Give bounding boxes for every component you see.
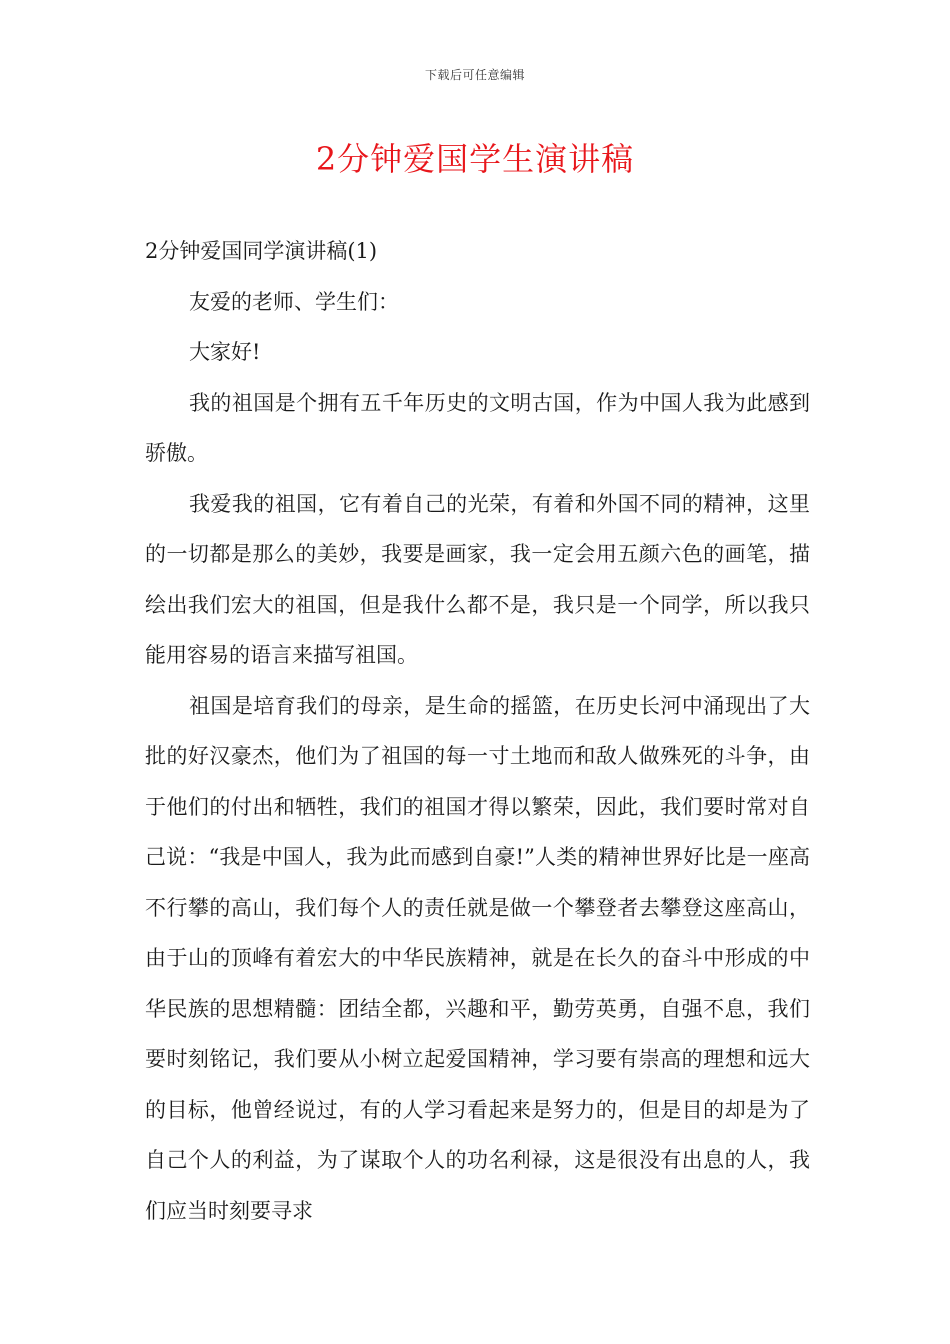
paragraph-1: 我的祖国是个拥有五千年历史的文明古国，作为中国人我为此感到骄傲。 <box>145 390 810 465</box>
document-body <box>145 226 810 1236</box>
paragraph-greeting: 友爱的老师、学生们： <box>189 289 399 314</box>
paragraph-3: 祖国是培育我们的母亲，是生命的摇篮，在历史长河中涌现出了大批的好汉豪杰，他们为了祖国的每一寸土地而和敌人做殊死的斗争，由于他们的付出和牺牲，我们的祖国才得以繁荣，因此，我们要时常对自己说：“我是中国人，我为此而感到自豪!”人类的精神世界好比是一座高不行攀的高山，我们每个人的责任就是做一个攀登者去攀登这座高山，由于山的顶峰有着宏大的中华民族精神，就是在长久的奋斗中形成的中华民族的思想精髓：团结全都，兴趣和平，勤劳英勇，自强不息，我们要时刻铭记，我们要从小树立起爱国精神，学习要有崇高的理想和远大的目标，他曾经说过，有的人学习看起来是努力的，但是目的却是为了自己个人的利益，为了谋取个人的功名利禄，这是很没有出息的人，我们应当时刻要寻求 <box>145 693 810 1223</box>
document-title: 2分钟爱国学生演讲稿 <box>315 140 635 178</box>
paragraph-hello: 大家好! <box>189 340 261 364</box>
paragraph-2: 我爱我的祖国，它有着自己的光荣，有着和外国不同的精神，这里的一切都是那么的美妙，我要是画家，我一定会用五颜六色的画笔，描绘出我们宏大的祖国，但是我什么都不是，我只是一个同学，所以我只能用容易的语言来描写祖国。 <box>145 491 810 667</box>
document-subtitle: 2分钟爱国同学演讲稿(1) <box>145 239 378 263</box>
header-note: 下载后可任意编辑 <box>424 68 525 82</box>
